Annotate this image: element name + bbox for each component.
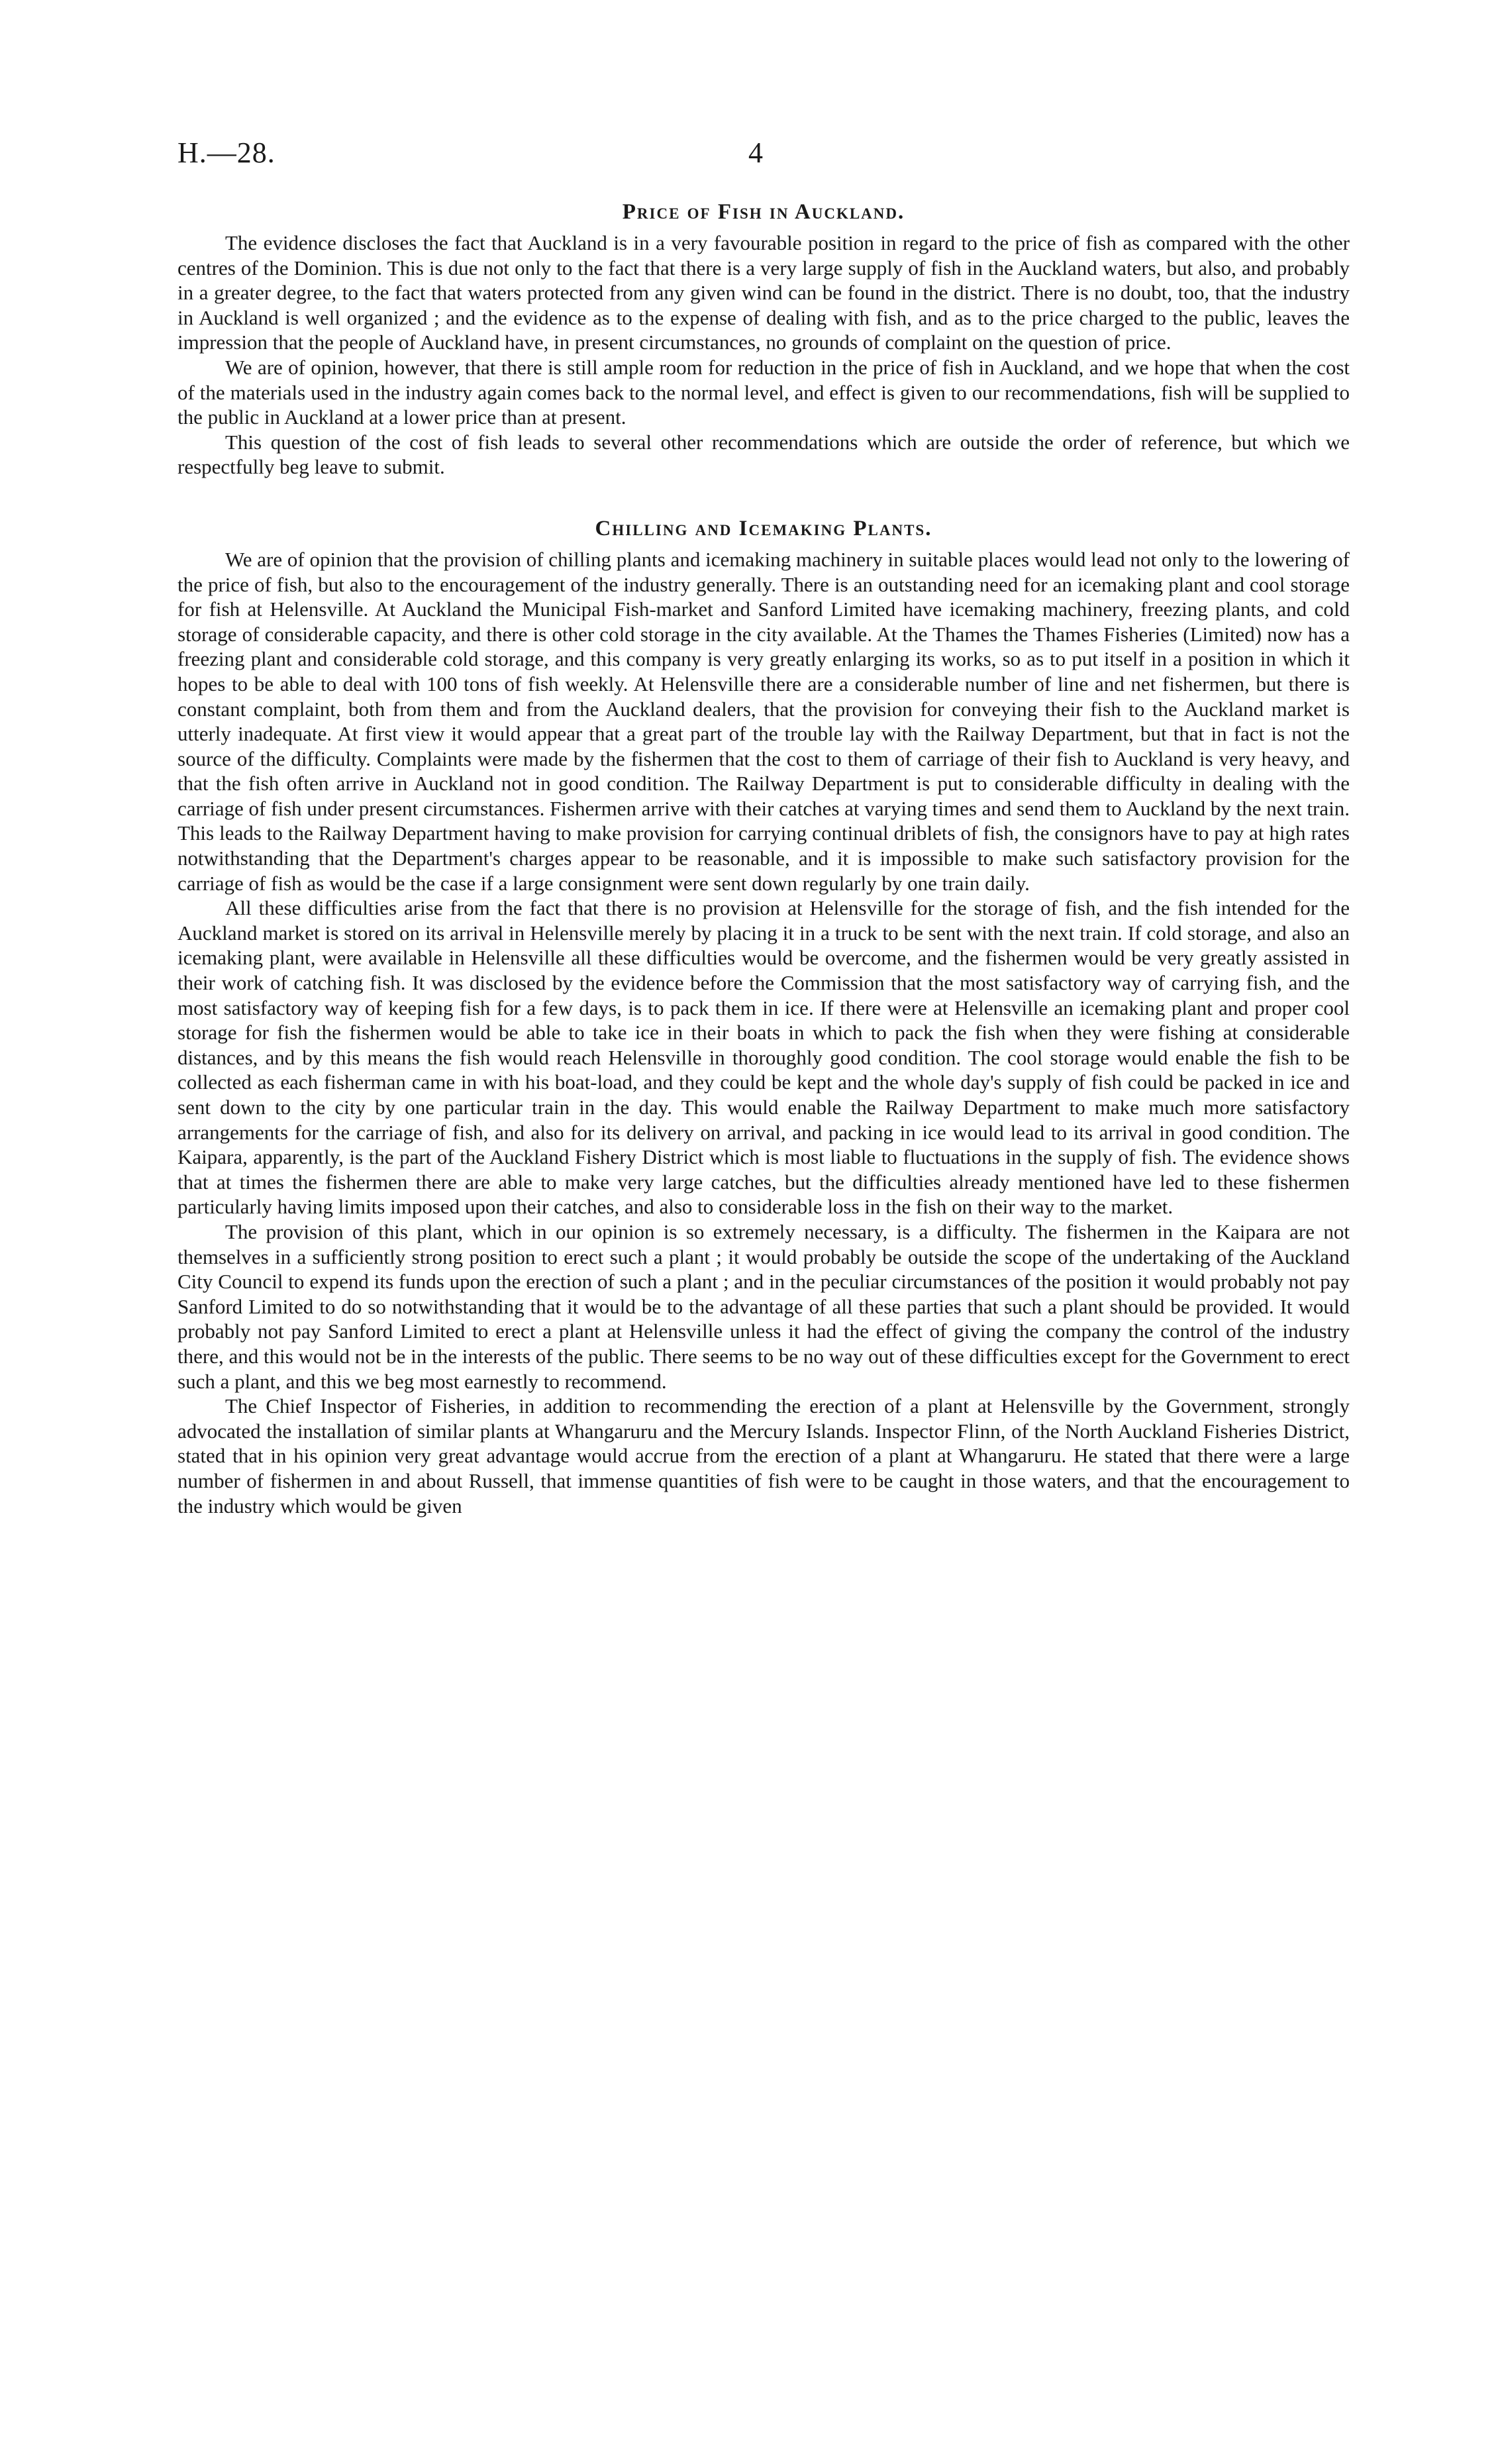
section-heading-chilling-plants: Chilling and Icemaking Plants. (595, 516, 932, 540)
section-chilling-plants (177, 514, 1350, 1518)
body-text (177, 197, 1350, 1518)
paragraph: The evidence discloses the fact that Auckland is in a very favourable position in regard to the price of fish as compared with the other centres of the Dominion. This is due not only to the fact that there is a very large supply of fish in the Auckland waters, but also, and probably in a greater degree, to the fact that waters protected from any given wind can be found in the district. There is no doubt, too, that the industry in Auckland is well organized ; and the evidence as to the expense of dealing with fish, and as to the price charged to the public, leaves the impression that the people of Auckland have, in present circumstances, no grounds of complaint on the question of price. (177, 231, 1350, 354)
document-reference: H.—28. (177, 136, 275, 169)
paragraph: This question of the cost of fish leads to several other recommendations which are outside the order of reference, but which we respectfully beg leave to submit. (177, 430, 1350, 479)
paragraph: We are of opinion that the provision of chilling plants and icemaking machinery in suitable places would lead not only to the lowering of the price of fish, but also to the encouragement of the industry generally. There is an outstanding need for an icemaking plant and cool storage for fish at Helensville. At Auckland the Municipal Fish-market and Sanford Limited have icemaking machinery, freezing plants, and cold storage of considerable capacity, and there is other cold storage in the city available. At the Thames the Thames Fisheries (Limited) now has a freezing plant and considerable cold storage, and this company is very greatly enlarging its works, so as to put itself in a position in which it hopes to be able to deal with 100 tons of fish weekly. At Helensville there are a considerable number of line and net fishermen, but there is constant complaint, both from them and from the Auckland dealers, that the provision for conveying their fish to the Auckland market is utterly inadequate. At first view it would appear that a great part of the trouble lay with the Railway Department, but that in fact is not the source of the difficulty. Complaints were made by the fishermen that the cost to them of carriage of their fish to Auckland is very heavy, and that the fish often arrive in Auckland not in good condition. The Railway Department is put to considerable difficulty in dealing with the carriage of fish under present circumstances. Fishermen arrive with their catches at varying times and send them to Auckland by the next train. This leads to the Railway Department having to make provision for carrying continual driblets of fish, the consignors have to pay at high rates notwithstanding that the Department's charges appear to be reasonable, and it is impossible to make such satisfactory provision for the carriage of fish as would be the case if a large consignment were sent down regularly by one train daily. (177, 547, 1350, 895)
page-header (177, 136, 1350, 176)
paragraph: The Chief Inspector of Fisheries, in addition to recommending the erection of a plant at Helensville by the Government, strongly advocated the installation of similar plants at Whangaruru and the Mercury Islands. Inspector Flinn, of the North Auckland Fisheries District, stated that in his opinion very great advantage would accrue from the erection of a plant at Whangaruru. He stated that there were a large number of fishermen in and about Russell, that immense quantities of fish were to be caught in those waters, and that the encouragement to the industry which would be given (177, 1394, 1350, 1517)
page-number: 4 (748, 136, 763, 169)
paragraph: All these difficulties arise from the fact that there is no provision at Helensville for the storage of fish, and the fish intended for the Auckland market is stored on its arrival in Helensville merely by placing it in a truck to be sent with the next train. If cold storage, and also an icemaking plant, were available in Helensville all these difficulties would be overcome, and the fishermen would be very greatly assisted in their work of catching fish. It was disclosed by the evidence before the Commission that the most satisfactory way of carrying fish, and the most satisfactory way of keeping fish for a few days, is to pack them in ice. If there were at Helensville an icemaking plant and proper cool storage for fish the fishermen would be able to take ice in their boats in which to pack the fish when they were fishing at considerable distances, and by this means the fish would reach Helensville in thoroughly good condition. The cool storage would enable the fish to be collected as each fisherman came in with his boat-load, and they could be kept and the whole day's supply of fish could be packed in ice and sent down to the city by one particular train in the day. This would enable the Railway Department to make much more satisfactory arrangements for the carriage of fish, and also for its delivery on arrival, and packing in ice would lead to its arrival in good condition. The Kaipara, apparently, is the part of the Auckland Fishery District which is most liable to fluctuations in the supply of fish. The evidence shows that at times the fishermen there are able to make very large catches, but the difficulties already mentioned have led to these fishermen particularly having limits imposed upon their catches, and also to considerable loss in the fish on their way to the market. (177, 896, 1350, 1219)
paragraph: The provision of this plant, which in our opinion is so extremely necessary, is a difficulty. The fishermen in the Kaipara are not themselves in a sufficiently strong position to erect such a plant ; it would probably be outside the scope of the undertaking of the Auckland City Council to expend its funds upon the erection of such a plant ; and in the peculiar circumstances of the position it would probably not pay Sanford Limited to do so notwithstanding that it would be to the advantage of all these parties that such a plant should be provided. It would probably not pay Sanford Limited to erect a plant at Helensville unless it had the effect of giving the company the control of the industry there, and this would not be in the interests of the public. There seems to be no way out of these difficulties except for the Government to erect such a plant, and this we beg most earnestly to recommend. (177, 1219, 1350, 1393)
section-price-of-fish (177, 197, 1350, 480)
paragraph: We are of opinion, however, that there is still ample room for reduction in the price of fish in Auckland, and we hope that when the cost of the materials used in the industry again comes back to the normal level, and effect is given to our recommendations, fish will be supplied to the public in Auckland at a lower price than at present. (177, 355, 1350, 429)
section-heading-price-of-fish: Price of Fish in Auckland. (622, 200, 905, 224)
